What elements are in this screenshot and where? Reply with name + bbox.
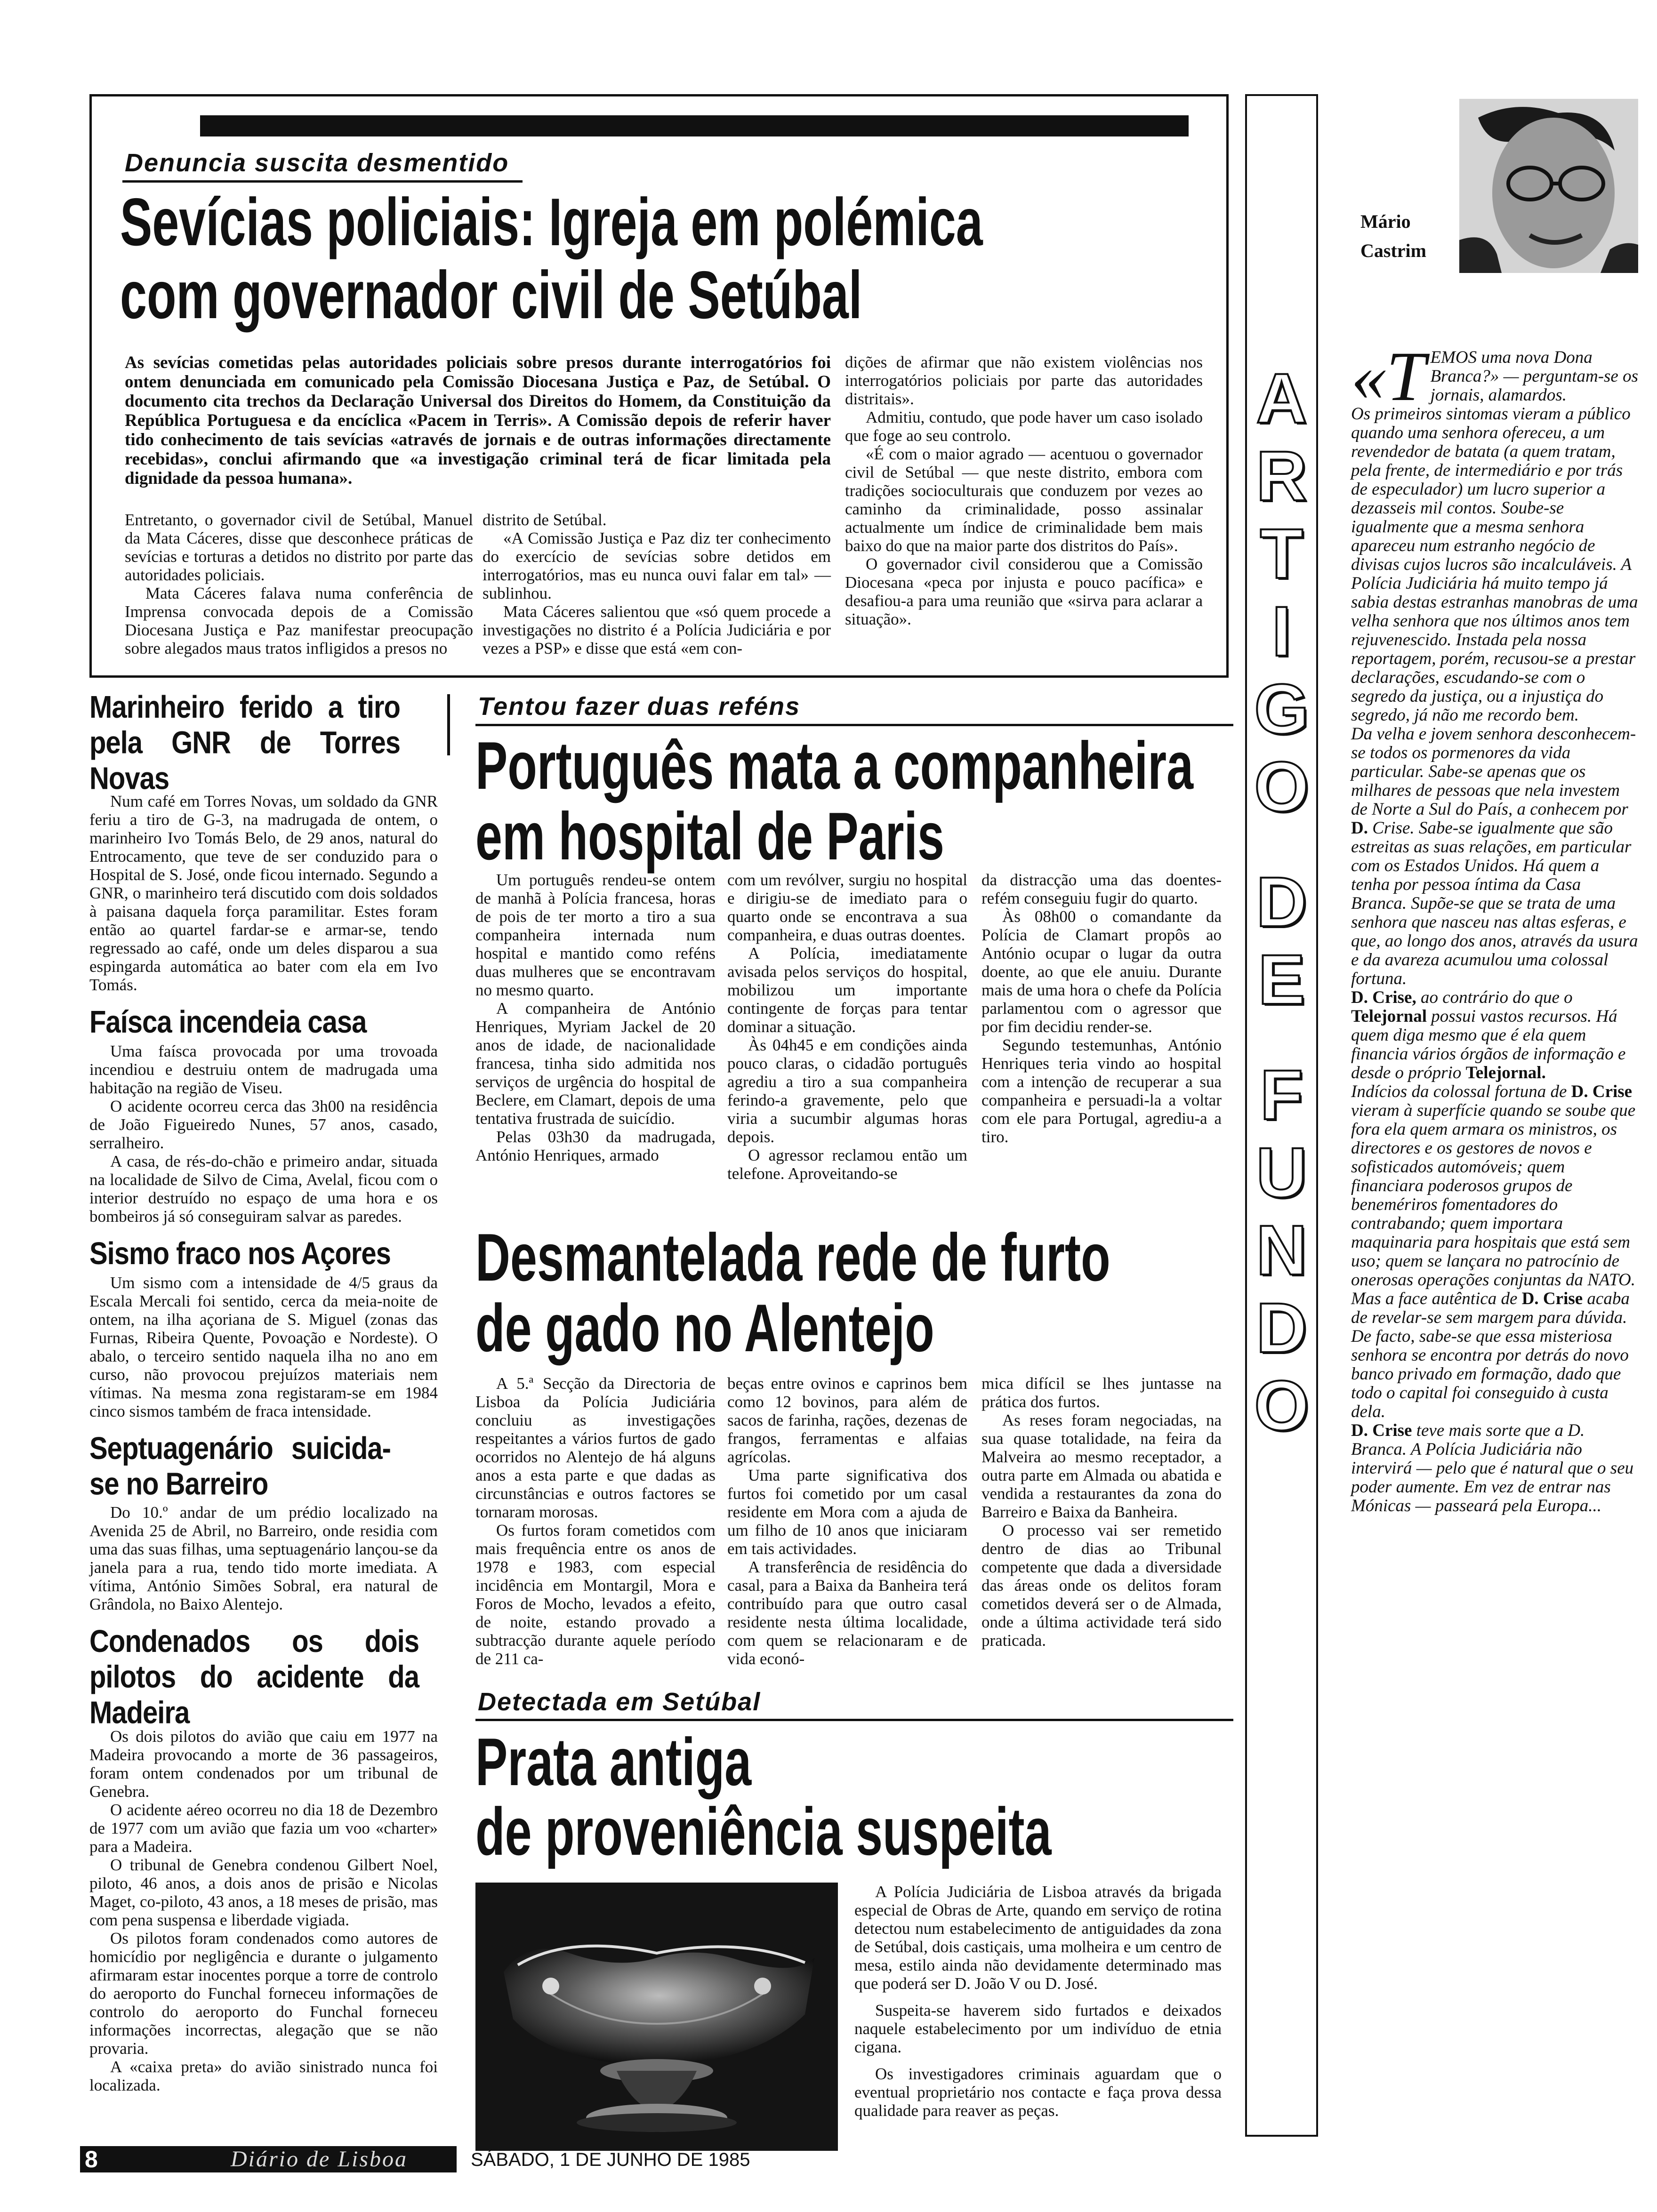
paragraph: beças entre ovinos e caprinos bem como 12 bovinos, para além de sacos de farinha, rações, dezenas de frangos, ferramentas e alfaias agrícolas. (727, 1374, 967, 1466)
banner-letter: N (1256, 1210, 1307, 1290)
author-last-name: Castrim (1360, 240, 1426, 261)
paragraph: com um revólver, surgiu no hospital e dirigiu-se de imediato para o quarto onde se encontrava a sua companheira, e duas outras doentes. (727, 871, 967, 944)
top-story-headline-1: Sevícias policiais: Igreja em polémica (120, 184, 983, 260)
bold-term: D. Crise (1521, 1289, 1583, 1308)
top-story-box (89, 94, 1229, 678)
text: Da velha e jovem senhora desconhecem-se todos os pormenores da vida particular. Sabe-se apenas que os milhares de pessoas que nela investem de Norte a Sul do País, a conhecem por (1351, 724, 1636, 819)
text: possui vastos recursos. Há quem diga mesmo que é ela quem financia vários órgãos de informação e desde o próprio (1351, 1007, 1626, 1082)
alentejo-col2 (727, 1374, 967, 1668)
paragraph: A companheira de António Henriques, Myriam Jackel de 20 anos de idade, de nacionalidade francesa, tinha sido admitida nos serviços de urgência do hospital de Beclere, em Clamart, depois de uma tentativa frustrada de suicídio. (475, 999, 716, 1128)
paragraph: Mata Cáceres falava numa conferência de Imprensa convocada depois de a Comissão Diocesana Justiça e Paz manifestar preocupação sobre alegados maus tratos infligidos a presos no (125, 584, 473, 657)
text: Crise. Sabe-se igualmente que são estreitas as suas relações, em particular com os Estados Unidos. Há quem a tenha por pessoa íntima da Casa Branca. Supõe-se que se trata de uma senhora que nasceu nas altas esferas, e que, ao longo dos anos, através da usura e da avareza acumulou uma colossal fortuna. (1351, 818, 1638, 988)
column-divider (447, 694, 450, 755)
paris-kicker-underline (475, 724, 1233, 726)
paragraph: Pelas 03h30 da madrugada, António Henriques, armado (475, 1128, 716, 1164)
bold-term: D. Crise (1571, 1082, 1633, 1101)
paris-col3 (981, 871, 1222, 1146)
paragraph: Os furtos foram cometidos com mais frequência entre os anos de 1978 e 1983, com especial incidência em Montargil, Mora e Foros de Mocho, levados a efeito, de noite, estando provado a subtracção durante aquele período de 211 ca- (475, 1521, 716, 1668)
paragraph: A casa, de rés-do-chão e primeiro andar, situada na localidade de Silvo de Cima, Avelal, ficou com o interior destruído no espaço de uma hora e os bombeiros já só conseguiram salvar as paredes. (89, 1152, 438, 1226)
paragraph: da distracção uma das doentes-refém conseguiu fugir do quarto. (981, 871, 1222, 907)
paragraph: mica difícil se lhes juntasse na prática dos furtos. (981, 1374, 1222, 1411)
banner-letter: O (1254, 747, 1309, 826)
paragraph: Suspeita-se haverem sido furtados e deixados naquele estabelecimento por um indivíduo de etnia cigana. (854, 2001, 1222, 2056)
paragraph: A Polícia Judiciária de Lisboa através da brigada especial de Obras de Arte, quando em serviço de rotina detectou num estabelecimento de antiguidades da zona de Setúbal, dois castiçais, uma molheira e um centro de mesa, estilo ainda não devidamente determinado mas que poderá ser D. João V ou D. José. (854, 1883, 1222, 1993)
paragraph: O agressor reclamou então um telefone. Aproveitando-se (727, 1146, 967, 1183)
paragraph: Entretanto, o governador civil de Setúbal, Manuel da Mata Cáceres, disse que desconhece práticas de sevícias e torturas a detidos no distrito por parte das autoridades policiais. (125, 511, 473, 584)
paragraph (1351, 1290, 1638, 1421)
silver-story-kicker: Detectada em Setúbal (478, 1688, 761, 1716)
author-photo (1459, 99, 1638, 273)
paragraph: Num café em Torres Novas, um soldado da GNR feriu a tiro de G-3, na madrugada de ontem, o marinheiro Ivo Tomás Belo, de 29 anos, natural do Entrocamento, que teve de ser conduzido para o Hospital de S. José, onde ficou internado. Segundo a GNR, o marinheiro terá discutido com dois soldados à paisana daquela força paramilitar. Estes foram então ao quartel fardar-se e armar-se, tendo regressado ao café, onde um deles disparou a sua espingarda automática ao bater com ela em Ivo Tomás. (89, 792, 438, 994)
text: vieram à superfície quando se soube que fora ela quem armara os ministros, os directores e os gestores de novos e sofisticados automóveis; quem financiara poderosos grupos de benemériros fomentadores do contrabando; quem importara maquinaria para hospitais que está sem uso; quem se lançara no patrocínio de onerosas operações conjuntas da NATO. (1351, 1101, 1636, 1290)
banner-letter: D (1256, 1288, 1307, 1367)
silver-bowl-image (475, 1883, 838, 2151)
briefs-column (89, 689, 438, 2094)
brief-headline: Marinheiro ferido a tiro pela GNR de Torres Novas (89, 689, 400, 796)
alentejo-col3 (981, 1374, 1222, 1650)
brief-headline: Septuagenário suicida-se no Barreiro (89, 1431, 391, 1502)
paris-col1 (475, 871, 716, 1164)
alentejo-story-headline-2: de gado no Alentejo (475, 1290, 934, 1366)
banner-letter: O (1254, 1366, 1309, 1445)
page-footer (80, 2146, 750, 2174)
paragraph: O governador civil considerou que a Comissão Diocesana «peca por injusta e pouco pacífica» e desafiou-a para uma reunião que «sirva para aclarar a situação». (845, 555, 1203, 628)
opinion-banner (1245, 94, 1318, 2137)
paris-story-kicker: Tentou fazer duas reféns (478, 692, 801, 721)
top-story-col2 (483, 511, 831, 657)
paragraph: A Polícia, imediatamente avisada pelos serviços do hospital, mobilizou um importante contingente de forças para tentar dominar a situação. (727, 944, 967, 1036)
paragraph: Admitiu, contudo, que pode haver um caso isolado que foge ao seu controlo. (845, 408, 1203, 445)
paris-story-headline-1: Português mata a companheira (475, 728, 1194, 804)
brief-headline: Condenados os dois pilotos do acidente da Madeira (89, 1624, 419, 1731)
opinion-text (1351, 348, 1638, 1515)
paragraph: Segundo testemunhas, António Henriques teria vindo ao hospital com a intenção de recuperar a sua companheira e persuadi-la a voltar com ele para Portugal, agrediu-a a tiro. (981, 1036, 1222, 1146)
top-story-col3 (845, 353, 1203, 628)
author-first-name: Mário (1360, 211, 1411, 232)
banner-letter: T (1260, 514, 1303, 593)
paragraph: Os dois pilotos do avião que caiu em 1977 na Madeira provocando a morte de 36 passageiros, foram ontem condenados por um tribunal de Genebra. (89, 1727, 438, 1801)
text: acaba de revelar-se sem margem para dúvida. De facto, sabe-se que essa misteriosa senhora se encontra por detrás do novo banco privado em formação, dado que todo o capital foi conseguido à custa dela. (1351, 1289, 1630, 1421)
paragraph: Os pilotos foram condenados como autores de homicídio por negligência e durante o julgamento afirmaram estar inocentes porque a torre de controlo do aeroporto do Funchal forneceu informações de controlo do aeroporto do Funchal forneceu informações incorrectas, alegação que se não provaria. (89, 1929, 438, 2058)
alentejo-col1 (475, 1374, 716, 1668)
paragraph: A «caixa preta» do avião sinistrado nunca foi localizada. (89, 2058, 438, 2094)
paragraph: Às 04h45 e em condições ainda pouco claras, o cidadão português agrediu a tiro a sua companheira ferindo-a gravemente, pelo que viria a sucumbir algumas horas depois. (727, 1036, 967, 1146)
paragraph (1351, 725, 1638, 988)
text: ao contrário do que o (1420, 988, 1573, 1007)
silver-photo (475, 1883, 838, 2151)
paragraph: Um sismo com a intensidade de 4/5 graus da Escala Mercali foi sentido, cerca da meia-noite de ontem, na ilha açoriana de S. Miguel (zonas das Furnas, Ribeira Quente, Povoação e Nordeste). O abalo, o terceiro sentido naquela ilha no ano em curso, não provocou prejuízos materiais nem vítimas. Na mesma zona registaram-se em 1984 cinco sismos também de fraca intensidade. (89, 1274, 438, 1420)
paragraph: Às 08h00 o comandante da Polícia de Clamart propôs ao António ocupar o lugar da outra doente, ao que ele anuiu. Durante mais de uma hora o chefe da Polícia parlamentou com o agressor que por fim decidiu render-se. (981, 907, 1222, 1036)
paris-col2 (727, 871, 967, 1183)
page-number: 8 (85, 2146, 98, 2172)
top-story-headline-2: com governador civil de Setúbal (120, 257, 862, 333)
paragraph: Do 10.º andar de um prédio localizado na Avenida 25 de Abril, no Barreiro, onde residia com uma das suas filhas, uma septuagenário lançou-se da janela para a rua, tendo tido morte imediata. A vítima, António Simões Sobral, era natural de Grândola, no Baixo Alentejo. (89, 1503, 438, 1613)
banner-letter: F (1260, 1055, 1303, 1134)
paragraph: Uma faísca provocada por uma trovoada incendiou e destruiu ontem de madrugada uma habitação na região de Viseu. (89, 1042, 438, 1097)
paragraph: Mata Cáceres salientou que «só quem procede a investigações no distrito é a Polícia Judiciária e por vezes a PSP» e disse que está «em con- (483, 602, 831, 657)
silver-story-headline-2: de proveniência suspeita (475, 1794, 1052, 1870)
bold-term: Telejornal (1351, 1007, 1427, 1026)
paragraph (1351, 1082, 1638, 1290)
page-number-box (80, 2146, 221, 2172)
paragraph (1351, 1421, 1638, 1515)
top-story-kicker: Denuncia suscita desmentido (125, 149, 509, 177)
paragraph: «É com o maior agrado — acentuou o governador civil de Setúbal — que neste distrito, embora com tradições socioculturais que conduzem por vezes ao caminho da criminalidade, posso assinalar actualmente um índice de criminalidade bem mais baixo do que na maior parte dos distritos do País». (845, 445, 1203, 555)
author-portrait (1459, 99, 1638, 273)
paragraph: Uma parte significativa dos furtos foi cometido por um casal residente em Mora com a ajuda de um filho de 10 anos que iniciaram em tais actividades. (727, 1466, 967, 1558)
masthead: Diário de Lisboa (231, 2147, 408, 2172)
paragraph: «A Comissão Justiça e Paz diz ter conhecimento do exercício de sevícias sobre detidos em interrogatórios, mas eu nunca ouvi falar em tal» — sublinhou. (483, 529, 831, 602)
paragraph (1351, 988, 1638, 1082)
banner-letter: R (1256, 436, 1307, 515)
paragraph: distrito de Setúbal. (483, 511, 607, 529)
top-story-col1 (125, 511, 473, 657)
issue-date: SÁBADO, 1 DE JUNHO DE 1985 (471, 2149, 750, 2170)
banner-letter: D (1256, 862, 1307, 941)
brief-headline: Faísca incendeia casa (89, 1004, 367, 1040)
banner-letters (1247, 360, 1316, 1444)
opinion-opening-text: EMOS uma nova Dona Branca?» — perguntam-se os jornais, alamardos. (1430, 348, 1638, 405)
author-name (1360, 207, 1426, 265)
text: Mas a face autêntica de (1351, 1289, 1518, 1308)
banner-letter: I (1271, 592, 1292, 671)
text: Indícios da colossal fortuna de (1351, 1082, 1567, 1101)
paragraph: O acidente ocorreu cerca das 3h00 na residência de João Figueiredo Nunes, 57 anos, casado, serralheiro. (89, 1097, 438, 1152)
paragraph: O acidente aéreo ocorreu no dia 18 de Dezembro de 1977 com um avião que fazia um voo «charter» para a Madeira. (89, 1801, 438, 1856)
opinion-opening (1351, 348, 1638, 405)
paragraph: Os investigadores criminais aguardam que o eventual proprietário nos contacte e faça prova dessa qualidade para reaver as peças. (854, 2065, 1222, 2120)
bold-term: Telejornal. (1465, 1063, 1546, 1082)
silver-text (854, 1883, 1222, 2120)
banner-letter: G (1254, 669, 1309, 748)
silver-kicker-underline (475, 1719, 1233, 1721)
top-story-lede: As sevícias cometidas pelas autoridades policiais sobre presos durante interrogatórios foi ontem denunciada em comunicado pela Comissão Diocesana Justiça e Paz, de Setúbal. O documento cita trechos da Declaração Universal dos Direitos do Homem, da Constituição da República Portuguesa e da encíclica «Pacem in Terris». A Comissão depois de referir haver tido conhecimento de tais sevícias «através de jornais e de outras informações directamente recebidas», conclui afirmando que «a investigação criminal terá de ficar limitada pela dignidade da pessoa humana». (125, 353, 831, 488)
dropcap: «T (1351, 348, 1426, 405)
text: teve mais sorte que a D. Branca. A Polícia Judiciária não intervirá — pelo que é natural que o seu poder aumente. Em vez de entrar nas Mónicas — passeará pela Europa... (1351, 1421, 1634, 1515)
brief-headline: Sismo fraco nos Açores (89, 1236, 391, 1271)
paragraph: O processo vai ser remetido dentro de dias ao Tribunal competente que dada a diversidade das áreas onde os delitos foram cometidos deverá ser o de Almada, onde a última actividade terá sido praticada. (981, 1521, 1222, 1650)
bold-term: D. Crise (1351, 1421, 1412, 1440)
paragraph: Um português rendeu-se ontem de manhã à Polícia francesa, horas de pois de ter morto a tiro a sua companheira internada num hospital e mantido como reféns duas mulheres que se encontravam no mesmo quarto. (475, 871, 716, 999)
paragraph: Os primeiros sintomas vieram a público quando uma senhora ofereceu, a um revendedor de batata (a quem tratam, pela frente, de intermediário e por trás de especulador) um lucro superior a dezasseis mil contos. Soube-se igualmente que a mesma senhora apareceu num estranho negócio de divisas cujos lucros são incalculáveis. A Polícia Judiciária há muito tempo já sabia destas estranhas manobras de uma velha senhora que nos últimos anos tem rejuvenescido. Instada pela nossa reportagem, porém, recusou-se a prestar declarações, escudando-se com o segredo da justiça, ou a injustiça do segredo, já não me recordo bem. (1351, 404, 1638, 725)
banner-letter: U (1256, 1133, 1307, 1212)
paragraph: dições de afirmar que não existem violências nos interrogatórios policiais por parte das autoridades distritais». (845, 353, 1203, 408)
top-black-bar (200, 115, 1189, 136)
banner-letter: A (1256, 359, 1307, 438)
bold-term: D. Crise, (1351, 988, 1416, 1007)
paragraph: A transferência de residência do casal, para a Baixa da Banheira terá contribuído para que outro casal residente nesta última localidade, com quem se relacionaram e de vida econó- (727, 1558, 967, 1668)
paris-story-headline-2: em hospital de Paris (475, 799, 944, 874)
paragraph: As reses foram negociadas, na sua quase totalidade, na feira da Malveira ao mesmo receptador, a outra parte em Almada ou abatida e vendida a restaurantes da zona do Barreiro e Baixa da Banheira. (981, 1411, 1222, 1521)
silver-story-headline-1: Prata antiga (475, 1724, 752, 1800)
alentejo-story-headline-1: Desmantelada rede de furto (475, 1220, 1110, 1296)
paragraph: A 5.ª Secção da Directoria de Lisboa da Polícia Judiciária concluiu as investigações respeitantes a vários furtos de gado ocorridos no Alentejo de há alguns anos a esta parte e que dadas as circunstâncias e outros factores se tornaram morosas. (475, 1374, 716, 1521)
banner-letter: E (1258, 940, 1305, 1019)
bold-term: D. (1351, 818, 1368, 838)
top-kicker-underline (122, 180, 523, 183)
paragraph: O tribunal de Genebra condenou Gilbert Noel, piloto, 46 anos, a dois anos de prisão e Nicolas Maget, co-piloto, 43 anos, a 18 meses de prisão, mas com pena suspensa e liberdade vigiada. (89, 1856, 438, 1929)
